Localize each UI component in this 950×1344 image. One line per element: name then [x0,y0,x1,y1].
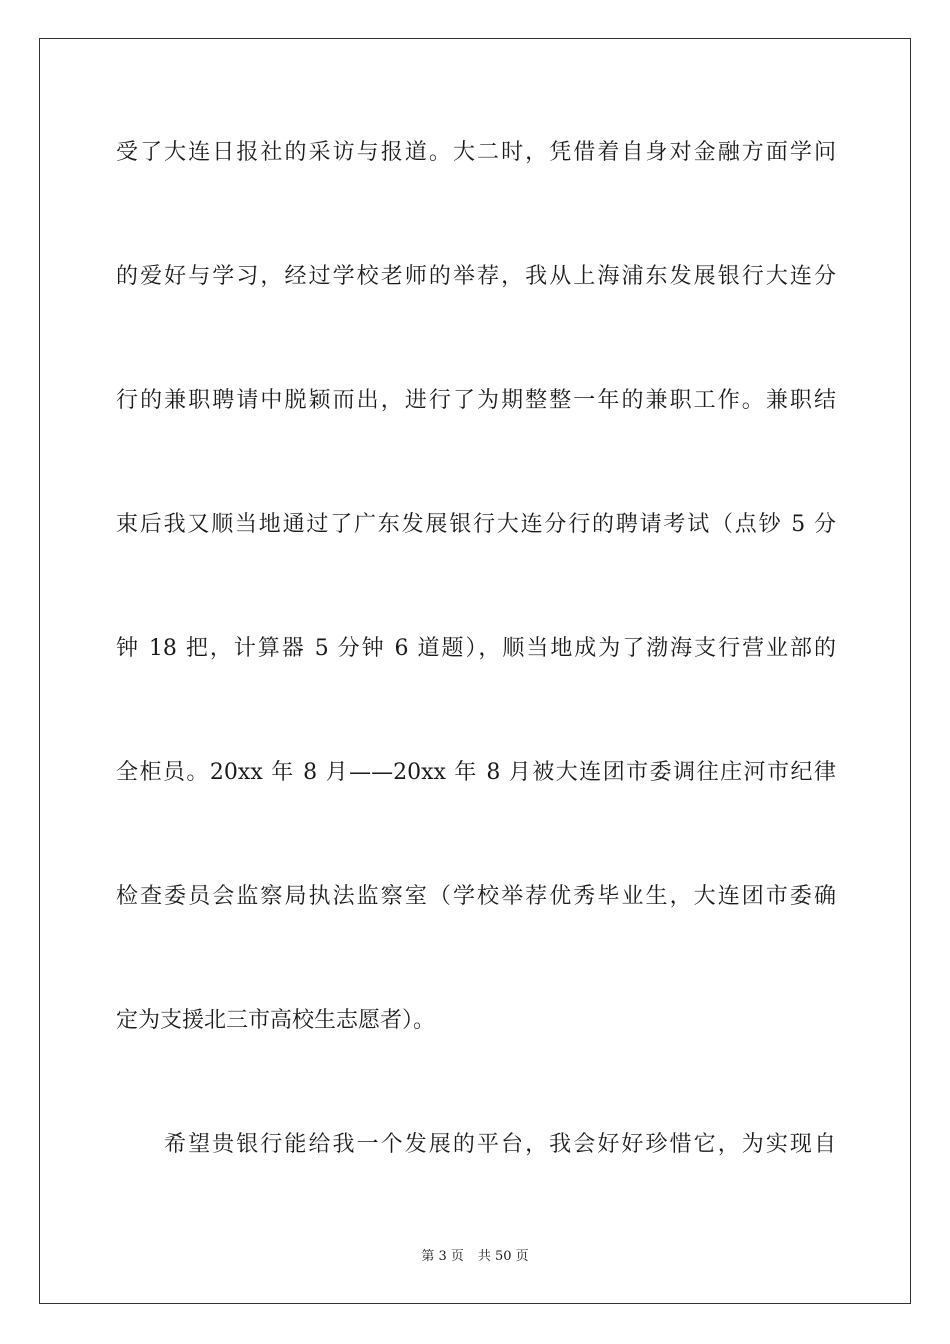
page-total: 共 50 页 [477,1249,529,1264]
page-footer [0,1248,950,1266]
text-line: 行的兼职聘请中脱颖而出，进行了为期整整一年的兼职工作。兼职结 [116,388,836,413]
text-line-paragraph-end: 定为支援北三市高校生志愿者）。 [116,1008,436,1033]
page-number: 第 3 页 [421,1249,464,1264]
text-line: 的爱好与学习，经过学校老师的举荐，我从上海浦东发展银行大连分 [116,264,836,289]
text-line: 检查委员会监察局执法监察室（学校举荐优秀毕业生，大连团市委确 [116,884,836,909]
text-line: 受了大连日报社的采访与报道。大二时，凭借着自身对金融方面学问 [116,140,836,165]
text-line: 束后我又顺当地通过了广东发展银行大连分行的聘请考试（点钞 5 分 [116,512,836,537]
text-line: 全柜员。20xx 年 8 月——20xx 年 8 月被大连团市委调往庄河市纪律 [116,760,836,785]
page-border [39,38,911,1304]
text-line: 钟 18 把，计算器 5 分钟 6 道题），顺当地成为了渤海支行营业部的 [116,636,836,661]
text-line-paragraph-start: 希望贵银行能给我一个发展的平台，我会好好珍惜它，为实现自 [164,1132,836,1157]
